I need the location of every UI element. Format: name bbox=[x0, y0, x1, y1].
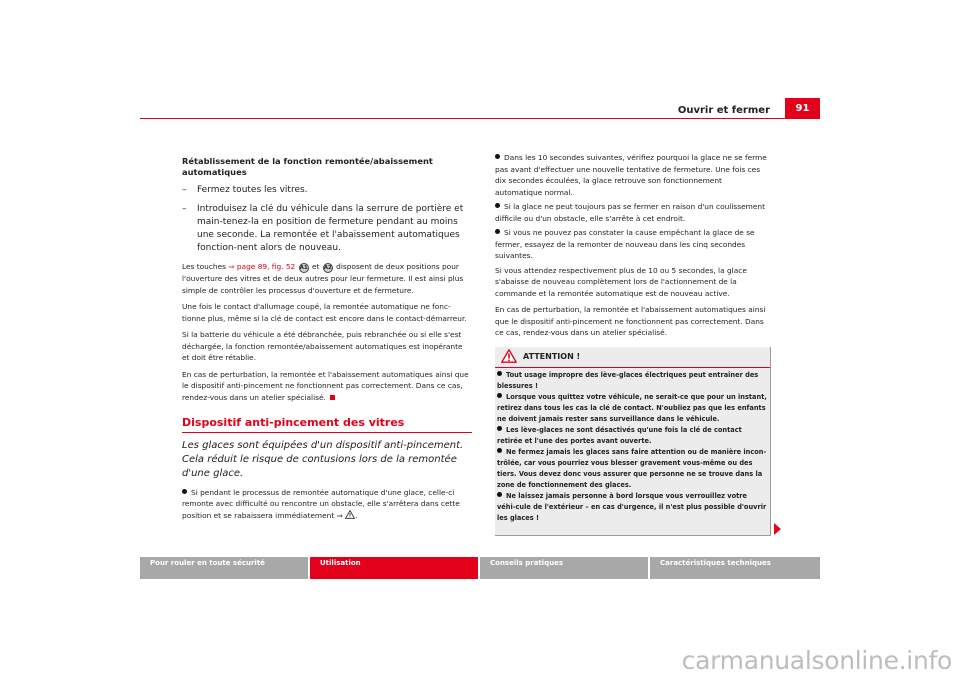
bullet-item bbox=[495, 201, 770, 224]
paragraph-perturbation bbox=[182, 369, 472, 404]
tab-utilisation[interactable]: Utilisation bbox=[310, 557, 478, 579]
warning-triangle-icon bbox=[501, 349, 517, 363]
attention-text: Tout usage impropre des lève-glaces électriques peut entraîner des blessures ! bbox=[497, 371, 759, 390]
bullet-item bbox=[495, 227, 770, 262]
attention-item bbox=[497, 491, 767, 524]
bullet-text: Dans les 10 secondes suivantes, vérifiez pourquoi la glace ne se ferme pas avant d'effectuer une nouvelle tentative de fermeture. Une fois ces dix secondes écoulées, la glace retrouve son fonctionnement automatique normal. bbox=[495, 153, 767, 197]
step-1 bbox=[182, 184, 472, 197]
section-title: Dispositif anti-pincement des vitres bbox=[182, 417, 472, 433]
bullet-dot-icon bbox=[497, 393, 502, 398]
paragraph-batterie: Si la batterie du véhicule a été débranchée, puis rebranchée ou si elle s'est déchargée, la fonction remontée/abaissement automatiques est inopérante et doit être rétablie. bbox=[182, 330, 463, 362]
attention-box bbox=[495, 347, 770, 535]
step-text: Fermez toutes les vitres. bbox=[197, 185, 308, 195]
attention-text: Ne fermez jamais les glaces sans faire attention ou de manière incon-trôlée, car vous pourriez vous blesser gravement vous-même ou des tiers. Vous devez donc vous assurer que personne ne se trouve dans la zone de fonctionnement des glaces. bbox=[497, 448, 767, 489]
attention-title: ATTENTION ! bbox=[523, 352, 581, 361]
dash-mark: – bbox=[182, 185, 187, 195]
header-rule bbox=[140, 118, 820, 119]
dash-mark: – bbox=[182, 204, 187, 214]
paragraph-attente: Si vous attendez respectivement plus de 10 ou 5 secondes, la glace s'abaisse de nouveau complètement lors de l'actionnement de la commande et la remontée automatique est de nouveau active. bbox=[495, 265, 747, 298]
bullet-text: Si pendant le processus de remontée automatique d'une glace, celle-ci remonte avec difficulté ou rencontre un obstacle, elle s'arrêtera dans cette position et se rabaissera immédiatement ⇒ bbox=[182, 487, 460, 520]
para-mid: et bbox=[311, 262, 320, 271]
paragraph-contact: Une fois le contact d'allumage coupé, la remontée automatique ne fonc-tionne plus, même si la clé de contact est encore dans le contact-démarreur. bbox=[182, 302, 467, 323]
bullet-dot-icon bbox=[497, 371, 502, 376]
bullet-text: Si vous ne pouvez pas constater la cause empêchant la glace de se fermer, essayez de la remonter de nouveau dans les cinq secondes suivantes. bbox=[495, 228, 755, 260]
bullet-dot-icon bbox=[495, 229, 500, 234]
attention-header bbox=[495, 347, 770, 368]
bullet-dot-icon bbox=[495, 154, 500, 159]
section-lead: Les glaces sont équipées d'un dispositif anti-pincement. Cela réduit le risque de contusions lors de la remontée d'une glace. bbox=[182, 439, 464, 479]
left-column bbox=[182, 156, 472, 524]
page-title: Ouvrir et fermer bbox=[677, 105, 770, 116]
para-prefix: Les touches bbox=[182, 262, 226, 271]
watermark: carmanualsonline.info bbox=[681, 646, 952, 675]
attention-text: Lorsque vous quittez votre véhicule, ne serait-ce que pour un instant, retirez dans tous les cas la clé de contact. N'oubliez pas que les enfants ne doivent jamais rester sans surveillance dans le véhicule. bbox=[497, 393, 767, 423]
bullet-item bbox=[182, 487, 472, 522]
attention-text: Les lève-glaces ne sont désactivés qu'une fois la clé de contact retirée et l'une des portes avant ouverte. bbox=[497, 426, 742, 445]
bullet-dot-icon bbox=[497, 492, 502, 497]
attention-text: Ne laissez jamais personne à bord lorsque vous verrouillez votre véhi-cule de l'extérieur – en cas d'urgence, il n'est plus possible d'ouvrir les glaces ! bbox=[497, 492, 767, 522]
attention-shadow-bottom bbox=[495, 535, 771, 536]
para-suffix: disposent de deux positions pour l'ouverture des vitres et de deux autres pour leur fermeture. Il est ainsi plus simple de contrôler les processus d'ouverture et de fermeture. bbox=[182, 262, 464, 295]
step-text: Introduisez la clé du véhicule dans la serrure de portière et main-tenez-la en position de fermeture pendant au moins une seconde. La remontée et l'abaissement automatiques fonction-nent alors de nouveau. bbox=[197, 204, 464, 253]
badge-a1: A1 bbox=[299, 265, 308, 271]
continue-arrow-icon[interactable] bbox=[774, 523, 781, 535]
paragraph-perturbation-right: En cas de perturbation, la remontée et l'abaissement automatiques ainsi que le dispositif anti-pincement ne fonctionnent pas correctement. Dans ce cas, rendez-vous dans un atelier spécialisé. bbox=[495, 305, 766, 337]
attention-shadow-right bbox=[770, 347, 771, 535]
bullet-item bbox=[495, 152, 770, 198]
subheading: Rétablissement de la fonction remontée/abaissement automatiques bbox=[182, 156, 433, 177]
paragraph-touches bbox=[182, 261, 472, 296]
badge-a2: A2 bbox=[323, 265, 332, 271]
attention-body bbox=[497, 370, 767, 524]
bullet-dot-icon bbox=[497, 426, 502, 431]
bullet-dot-icon bbox=[182, 489, 187, 494]
tab-pour-rouler[interactable]: Pour rouler en toute sécurité bbox=[140, 557, 308, 579]
bullet-text: Si la glace ne peut toujours pas se fermer en raison d'un coulissement difficile ou d'un obstacle, elle s'arrête à cet endroit. bbox=[495, 202, 765, 223]
right-column bbox=[495, 152, 770, 344]
attention-item bbox=[497, 392, 767, 425]
page-number: 91 bbox=[785, 98, 820, 118]
tab-conseils-pratiques[interactable]: Conseils pratiques bbox=[480, 557, 648, 579]
warning-triangle-icon[interactable] bbox=[345, 510, 358, 520]
period: . bbox=[355, 510, 358, 520]
attention-item bbox=[497, 425, 767, 447]
page-reference-link[interactable]: ⇒ page 89, fig. 52 bbox=[228, 262, 296, 271]
bullet-dot-icon bbox=[497, 448, 502, 453]
step-2 bbox=[182, 203, 472, 255]
attention-item bbox=[497, 447, 767, 491]
tab-caracteristiques[interactable]: Caractéristiques techniques bbox=[650, 557, 820, 579]
attention-item bbox=[497, 370, 767, 392]
bullet-dot-icon bbox=[495, 203, 500, 208]
end-of-section-icon bbox=[330, 395, 335, 400]
para-text: En cas de perturbation, la remontée et l'abaissement automatiques ainsi que le dispositif anti-pincement ne fonctionnent pas correctement. Dans ce cas, rendez-vous dans un atelier spécialisé. bbox=[182, 369, 469, 402]
